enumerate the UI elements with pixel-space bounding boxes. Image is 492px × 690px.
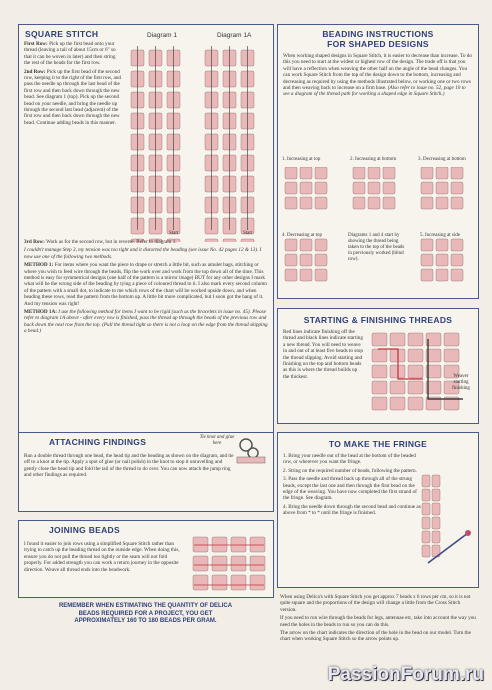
caption-increasing-bottom: 2. Increasing at bottom: [350, 157, 397, 162]
fringe-bead: [432, 503, 440, 515]
shaped-bead: [368, 197, 380, 209]
threads-bead: [372, 397, 387, 410]
shaped-bead: [285, 167, 297, 179]
joining-bead: [231, 556, 246, 571]
fringe-step-1: 1. Bring your needle out of the bead at the bottom of the beaded row, or wherever you want the fringe.: [283, 453, 416, 466]
shaped-bead: [383, 182, 395, 194]
threads-bead: [372, 365, 387, 378]
square-stitch-text-top: [24, 41, 122, 128]
shaped-bead: [383, 167, 395, 179]
shaped-bead: [436, 167, 448, 179]
footer-line-2: BEADS REQUIRED FOR A PROJECT, YOU GET: [78, 610, 213, 617]
joining-bead: [231, 575, 246, 590]
shaped-bead: [421, 182, 433, 194]
shaped-bead: [285, 182, 297, 194]
threads-bead: [408, 365, 423, 378]
joining-bead: [231, 537, 246, 552]
joining-bead: [250, 556, 265, 571]
fringe-step-2: 2. String on the required number of beads, following the pattern.: [283, 467, 417, 474]
author-note: I couldn't manage Step 3, my tension was too tight and it distorted the beading (see issue No. 42 pages 12 & 13). I now use one of the following two methods.: [24, 247, 262, 260]
threads-bead: [444, 333, 459, 346]
fringe-step-4: 4. Bring the needle down through the second bead and continue as above from * to * until the fringe is finished.: [283, 503, 421, 517]
fringe-bead: [422, 545, 430, 557]
shaped-diagrams: [281, 167, 477, 297]
method1-text: For items where you want the piece to drape or stretch a little bit, such as amulet bags, stitching or where you wish to feed wire through the beads, flip the work over and work from the top down all of the time. This method is easy for symmetrical designs (one half of the pattern is a mirror image) BUT for any other designs I mark what will be the wrong side of the beading by tying a piece of coloured thread to it. I also mark every second column of the pattern with a small dot, to indicate to me which rows of the chart will be worked upside down, and when beading these rows, read the pattern from the bottom up. A little bit more complicated, but I soon got the hang of it. And my tension was right!: [24, 262, 267, 307]
shaped-bead: [421, 269, 433, 281]
row1-text: Pick up the first bead onto your thread (leaving a tail of about 15cm or 6" so that it can be woven in later) and then string the rest of the beads for the first row.: [24, 41, 116, 67]
footer-line-3: APPROXIMATELY 160 TO 180 BEADS PER GRAM.: [74, 618, 217, 624]
shaped-bead: [421, 239, 433, 251]
shaped-bead: [436, 269, 448, 281]
shaped-bead: [451, 182, 463, 194]
shaped-bead: [285, 269, 297, 281]
joining-section: [18, 520, 274, 598]
square-stitch-diagrams: [123, 42, 273, 242]
shaped-bead: [300, 239, 312, 251]
shaped-bead: [436, 182, 448, 194]
shaped-bead: [451, 254, 463, 266]
threads-bead: [408, 333, 423, 346]
joining-text: I found it easier to join rows using a simplified Square Stitch rather than trying to catch up the beading thread on the outside edge. When doing this, ensure you do not pull the thread too tightly or the seam will not fold properly. For added strength you can work a return journey in the opposite direction. Weave all thread ends into the beadwork.: [24, 541, 180, 573]
shaped-bead: [421, 167, 433, 179]
fringe-bead: [432, 517, 440, 529]
shaped-bead: [285, 254, 297, 266]
shaped-bead: [451, 239, 463, 251]
shaped-bead: [300, 254, 312, 266]
fringe-step-3: 3. Pass the needle and thread back up through all of the strung beads, except the last one and then through the first bead on the edge of the weaving. You have now completed the first strand of the fringe. See diagram.: [283, 476, 417, 502]
findings-title: ATTACHING FINDINGS: [49, 437, 147, 447]
method1a-text: I use the following method for items I want to be rigid (such as the bracelets in issue no. 45). Please refer to diagram 1A above - after every row is finished, pass the thread up through the beads of the previous row and back down the next row from the top. (Pull the thread tight so there is not a loop on the edge from the thread skipping a bead.): [24, 309, 268, 335]
fringe-note-3: The arrow on the chart indicates the direction of the hole in the bead on our model. Turn the chart when working Square Stitch so the arrow points up.: [280, 630, 471, 643]
threads-bead: [408, 349, 423, 362]
joining-bead: [250, 575, 265, 590]
threads-bead: [408, 397, 423, 410]
shaped-bead: [300, 197, 312, 209]
fringe-steps: [283, 453, 423, 519]
threads-bead: [390, 381, 405, 394]
threads-title: STARTING & FINISHING THREADS: [303, 315, 453, 325]
caption-decreasing-bottom: 3. Decreasing at bottom: [418, 157, 466, 162]
fringe-bead: [422, 503, 430, 515]
needle-eye-icon: [465, 530, 471, 536]
caption-increasing-top: 1. Increasing at top: [282, 157, 321, 162]
threads-bead: [372, 349, 387, 362]
fringe-bead: [432, 489, 440, 501]
fringe-section: [277, 432, 479, 588]
shaped-note: (Also refer to issue no. 52, page 10 to see a diagram of the thread path for working a shaped edge in Square Stitch.): [283, 85, 466, 98]
threads-section: [277, 308, 479, 424]
row2-text: Pick up the first bead of the second row, keeping it to the right of the first row, and pass the needle up through the last bead of the first row and then back down through the new bead. See diagram 1 (top). Pick up the second bead on your needle, and bring the needle up through the second last bead (adjacent) of the first row and then back down through the new bead. Continue adding beads in this manner.: [24, 68, 122, 126]
fringe-notes: [280, 594, 476, 645]
joining-bead: [193, 556, 208, 571]
row2-label: 2nd Row:: [24, 68, 46, 75]
shaped-bead: [451, 269, 463, 281]
shaped-bead: [383, 197, 395, 209]
diagram-1a-beads: [205, 46, 254, 242]
shaped-bead: [300, 167, 312, 179]
joining-diagram: [189, 535, 269, 593]
threads-bead: [444, 349, 459, 362]
shaped-intro: [283, 53, 473, 100]
fringe-bead: [422, 489, 430, 501]
shaped-bead: [315, 239, 327, 251]
shaped-bead: [300, 182, 312, 194]
findings-tie-label: Tie knot and glue here: [199, 435, 235, 446]
shaped-bead: [285, 239, 297, 251]
threads-bead: [372, 381, 387, 394]
watermark: PassionForum.ru: [327, 664, 484, 685]
square-stitch-section: [18, 24, 274, 435]
start-label-1: Start: [169, 231, 179, 236]
shaped-bead: [285, 197, 297, 209]
fringe-bead: [422, 475, 430, 487]
shaped-bead: [436, 239, 448, 251]
shaped-title-line2: FOR SHAPED DESIGNS: [327, 39, 429, 49]
shaped-bead: [421, 197, 433, 209]
fringe-bead: [432, 531, 440, 543]
findings-text: Run a double thread through one bead, the head tip and the beading as shown on the diagram, and tie off to a knot at the tip. Apply a spot of glue (or nail polish) in the knot to stop it unravelling and gently close the head tip and fold the tail of the thread to do over. You can now attach the jump ring and other findings as required.: [24, 453, 234, 479]
threads-bead: [390, 397, 405, 410]
square-stitch-title: SQUARE STITCH: [25, 29, 99, 39]
shaped-bead: [315, 182, 327, 194]
method1a-label: METHOD 1A:: [24, 309, 57, 316]
fringe-bead: [422, 531, 430, 543]
shaped-title-line1: BEADING INSTRUCTIONS: [322, 29, 434, 39]
shaped-bead: [421, 254, 433, 266]
shaped-bead: [451, 197, 463, 209]
shaped-bead: [451, 167, 463, 179]
threads-bead: [408, 381, 423, 394]
start-label-1a: Start: [243, 231, 253, 236]
caption-increasing-side: 5. Increasing at side: [420, 233, 460, 238]
row1-label: First Row:: [24, 41, 48, 47]
shaped-body: When working shaped designs in Square Stitch, it is easier to decrease than increase. To do this you need to start at the widest or highest row of the design. The trade off is that you will have a reflection when weaving the other half on the angle of the bead changes. You can work Square Stitch from the top of the design down to the bottom, increasing and decreasing as required by using the methods illustrated below, or working one or two rows and then weaving back to increase on a firm base.: [283, 53, 472, 92]
threads-diagram-label: Weaver starting finishing: [452, 374, 470, 391]
fringe-bead: [432, 475, 440, 487]
shaped-bead: [436, 197, 448, 209]
fringe-bead: [422, 517, 430, 529]
fringe-bead-strand: [422, 475, 440, 557]
caption-diagrams-note: Diagrams 1 and 4 start by showing the thread being taken to the top of the beads in previously worked (blind row).: [348, 233, 405, 262]
joining-bead: [193, 537, 208, 552]
shaped-bead: [315, 167, 327, 179]
diagram-1-beads: [131, 46, 180, 242]
threads-bead: [372, 333, 387, 346]
footer-line-1: REMEMBER WHEN ESTIMATING THE QUANTITY OF DELICA: [58, 603, 233, 609]
shaped-bead: [436, 254, 448, 266]
shaped-bead: [300, 269, 312, 281]
shaped-bead: [315, 269, 327, 281]
row3-text: Work as for the second row, but in reverse. Refer to diagram 1.: [46, 239, 177, 245]
footer-note: [18, 603, 273, 626]
shaped-designs-section: [277, 24, 479, 299]
findings-clasp-illustration: [231, 435, 271, 465]
shaped-bead: [315, 254, 327, 266]
shaped-bead-grids: [285, 167, 463, 281]
fringe-note-2: If you need to run wire through the beads for legs, antennae etc, take into account the way you need the holes in the beads to run so you can do this.: [280, 615, 476, 628]
diagram-1a-label: Diagram 1A: [217, 32, 252, 39]
shaped-bead: [353, 167, 365, 179]
fringe-title: TO MAKE THE FRINGE: [328, 439, 428, 449]
row3-label: 3rd Row:: [24, 239, 45, 245]
joining-bead: [212, 537, 227, 552]
threads-text: Red lines indicate finishing off the thread and black lines indicate starting a new thread. You will need to weave in and out of at least five beads to stop the thread slipping. Avoid starting and finishing on the top and bottom beads as this is where the thread builds up the thickest.: [283, 329, 363, 380]
fringe-diagram: [418, 473, 478, 583]
joining-bead: [193, 575, 208, 590]
findings-section: [18, 432, 274, 512]
joining-bead: [212, 556, 227, 571]
joining-bead: [212, 575, 227, 590]
shaped-bead: [315, 197, 327, 209]
method1-label: METHOD 1:: [24, 262, 54, 269]
shaped-bead: [368, 182, 380, 194]
joining-title: JOINING BEADS: [49, 525, 120, 535]
joining-bead: [250, 537, 265, 552]
fringe-note-1: When using Delica's with Square Stitch you get approx 7 beads x 6 rows per cm, so it is not quite square and the proportions of the design will change a little from the Cross Stitch version.: [280, 594, 471, 613]
threads-bead: [390, 333, 405, 346]
shaped-bead: [368, 167, 380, 179]
caption-decreasing-top: 4. Decreasing at top: [282, 233, 322, 238]
shaped-bead: [353, 197, 365, 209]
square-stitch-text-bottom: [24, 239, 269, 337]
diagram-1-label: Diagram 1: [147, 32, 177, 39]
shaped-bead: [353, 182, 365, 194]
